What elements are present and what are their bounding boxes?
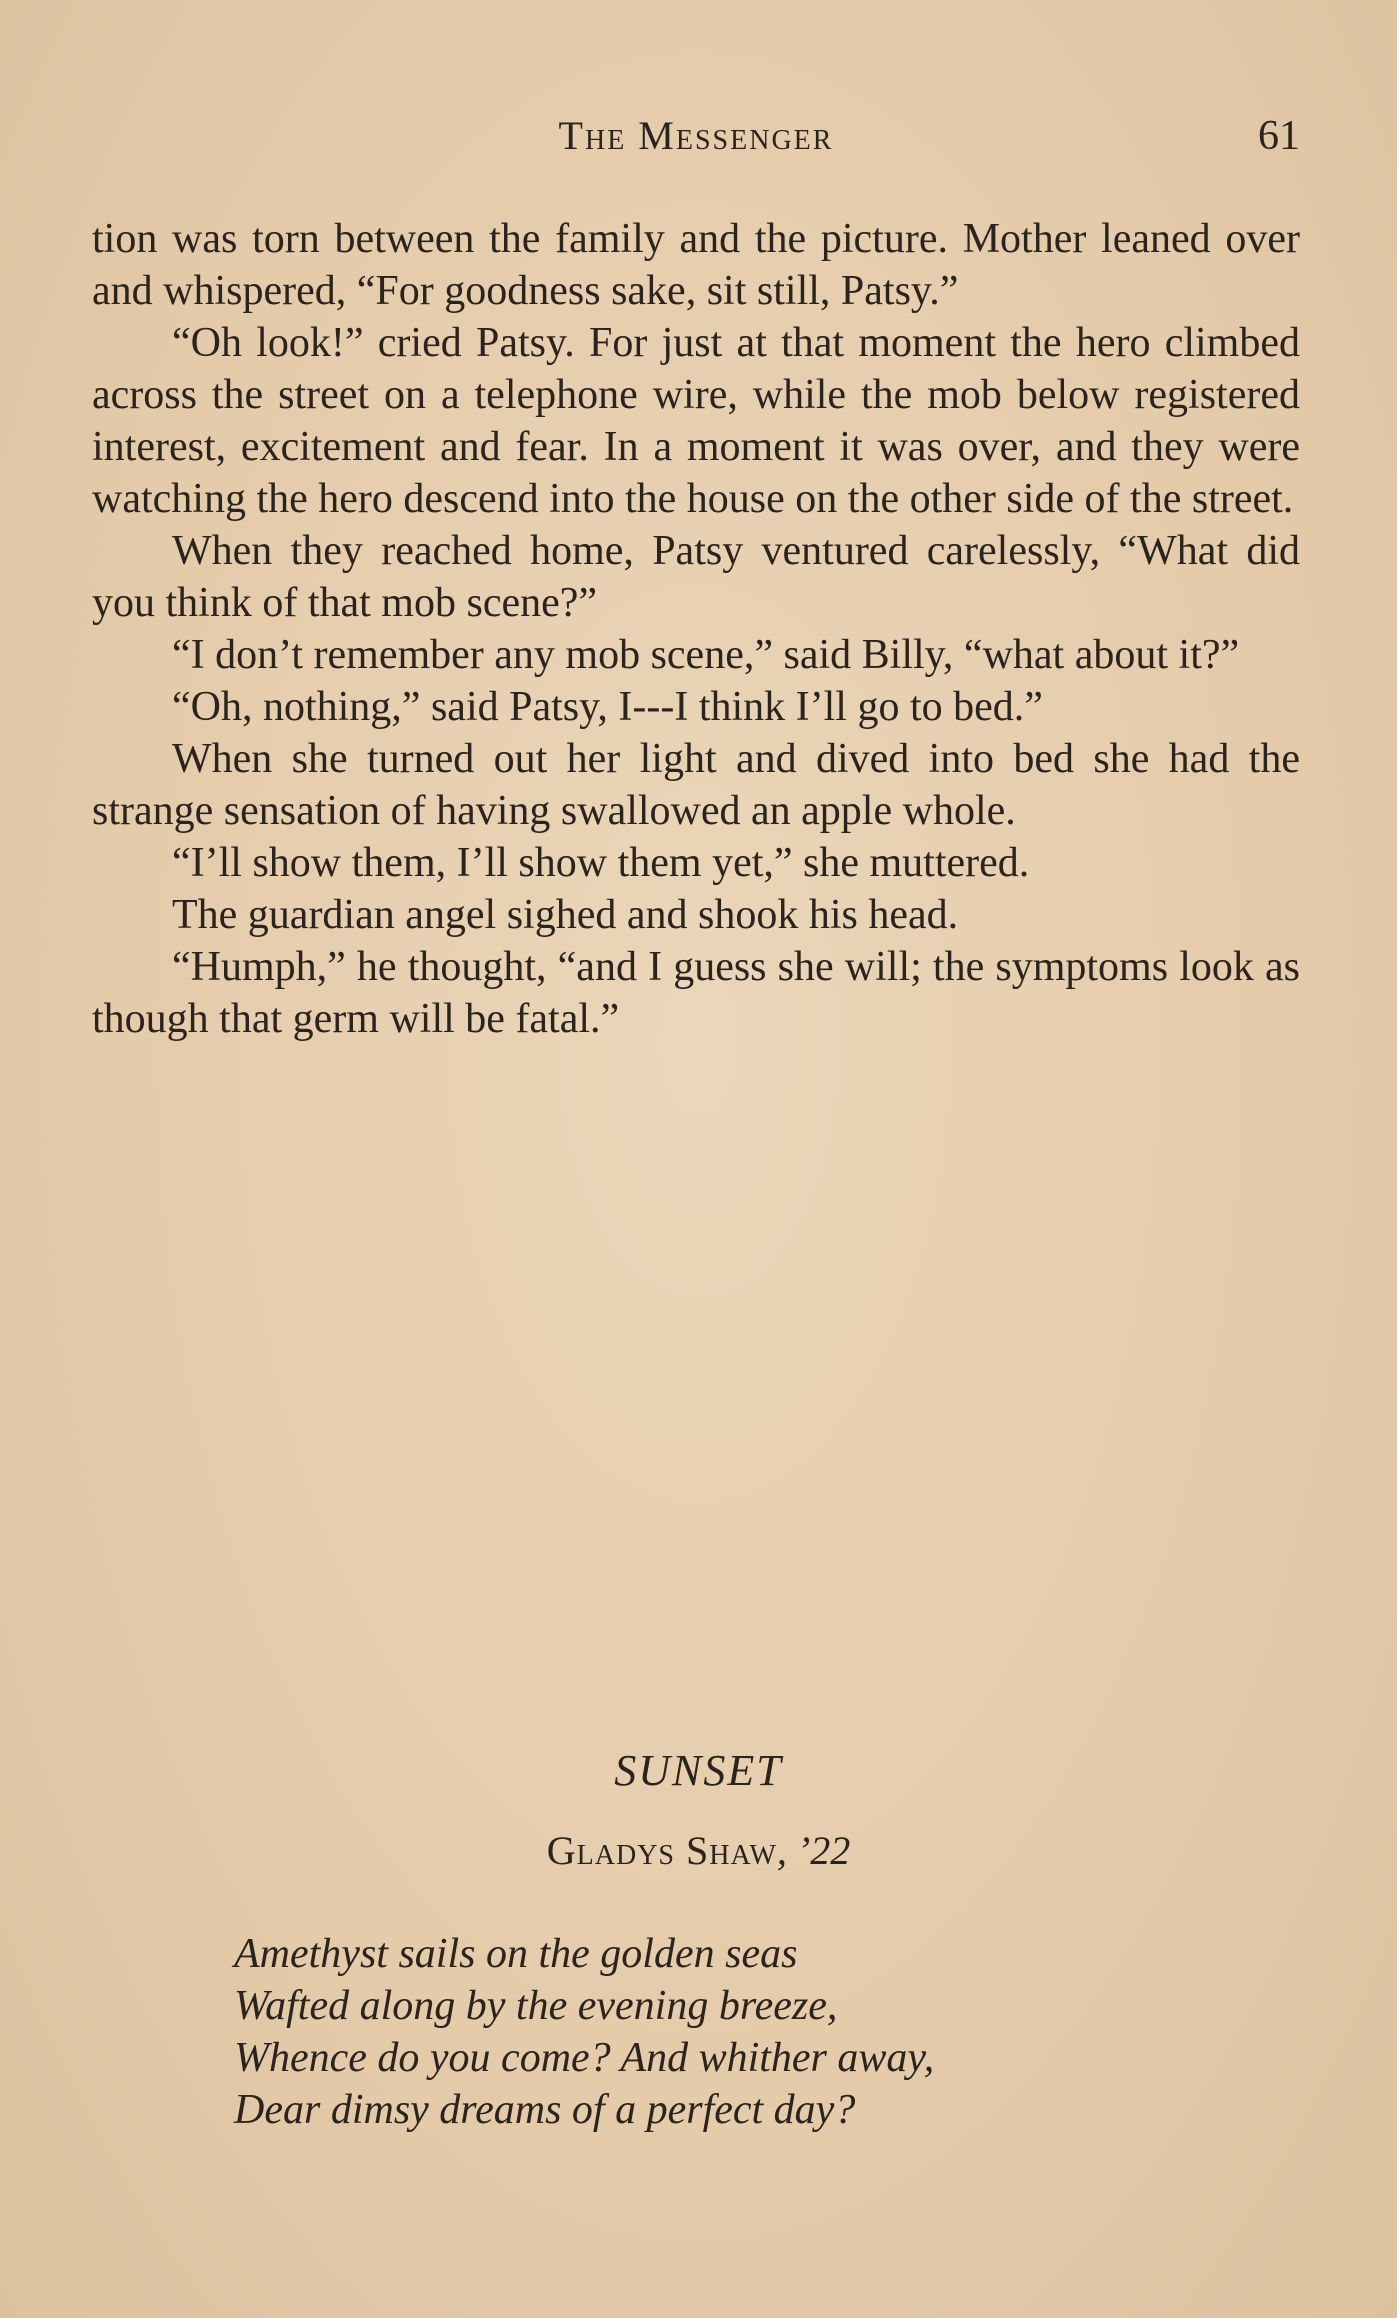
paragraph: “Oh look!” cried Patsy. For just at that moment the hero climbed across the street on a telephone wire, while the mob below registered interest, excitement and fear. In a moment it was over, and they were watching the hero descend into the house on the other side of the street. xyxy=(92,320,1300,522)
poem-line: Dear dimsy dreams of a perfect day? xyxy=(234,2087,856,2133)
poem-title: SUNSET xyxy=(614,1746,783,1795)
running-title: The Messenger xyxy=(558,113,834,158)
paragraph: “I don’t remember any mob scene,” said Billy, “what about it?” xyxy=(172,632,1240,678)
paragraph: “Humph,” he thought, “and I guess she will; the symptoms look as though that germ will be fatal.” xyxy=(92,944,1300,1042)
story-text xyxy=(92,213,1300,1045)
author-class-year: , ’22 xyxy=(776,1828,851,1873)
poem-author xyxy=(0,1827,1397,1874)
paragraph: “I’ll show them, I’ll show them yet,” she muttered. xyxy=(172,840,1030,886)
poem-line: Amethyst sails on the golden seas xyxy=(234,1931,798,1977)
paragraph: When she turned out her light and dived into bed she had the strange sensation of having swallowed an apple whole. xyxy=(92,736,1300,834)
running-head xyxy=(92,112,1300,172)
poem-stanza xyxy=(234,1928,1234,2136)
page-number: 61 xyxy=(1258,113,1300,159)
paragraph: When they reached home, Patsy ventured carelessly, “What did you think of that mob scene?” xyxy=(92,528,1300,626)
paragraph: The guardian angel sighed and shook his head. xyxy=(172,892,959,938)
poem-line: Wafted along by the evening breeze, xyxy=(234,1983,838,2029)
paragraph: “Oh, nothing,” said Patsy, I---I think I’ll go to bed.” xyxy=(172,684,1043,730)
poem-line: Whence do you come? And whither away, xyxy=(234,2035,935,2081)
author-name: Gladys Shaw xyxy=(546,1828,777,1873)
paragraph: tion was torn between the family and the picture. Mother leaned over and whispered, “For goodness sake, sit still, Patsy.” xyxy=(92,216,1300,314)
